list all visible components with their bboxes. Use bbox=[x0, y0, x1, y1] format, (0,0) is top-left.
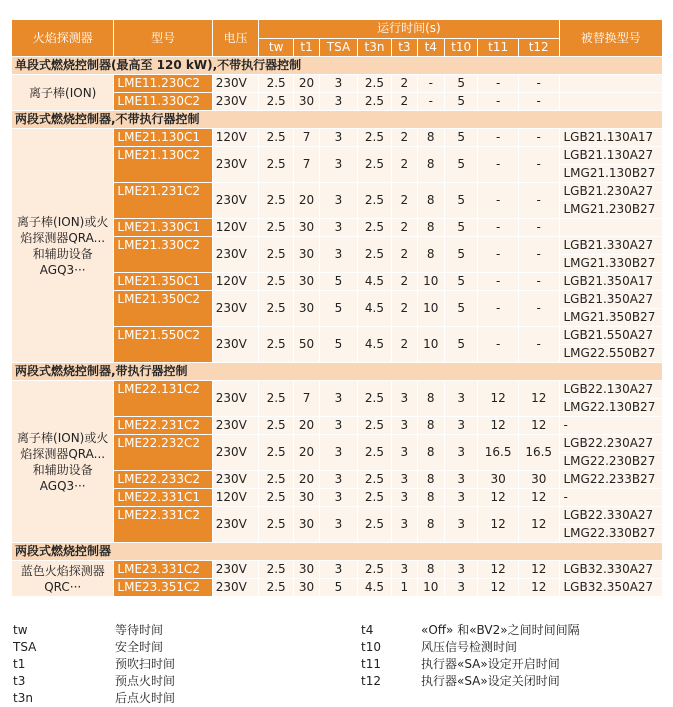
legend-desc: «Off» 和«BV2»之间时间间隔 bbox=[421, 623, 580, 637]
time-cell-t1: 30 bbox=[293, 93, 319, 111]
section-row bbox=[12, 57, 663, 75]
voltage-cell: 230V bbox=[212, 381, 259, 417]
time-cell-t11: - bbox=[478, 129, 519, 147]
time-cell-tw: 2.5 bbox=[259, 129, 293, 147]
legend-key: t4 bbox=[361, 623, 374, 637]
model-cell: LME22.131C2 bbox=[114, 381, 212, 417]
time-cell-t11: - bbox=[478, 183, 519, 219]
time-cell-t1: 30 bbox=[293, 489, 319, 507]
time-cell-t11: - bbox=[478, 219, 519, 237]
model-cell: LME21.330C1 bbox=[114, 219, 212, 237]
replaced-model-cell: LMG21.230B27 bbox=[559, 201, 663, 219]
model-cell: LME23.331C2 bbox=[114, 561, 212, 579]
voltage-cell: 230V bbox=[212, 579, 259, 597]
time-cell-t3n: 2.5 bbox=[357, 381, 391, 417]
replaced-model-cell bbox=[559, 219, 663, 237]
legend-key bbox=[361, 690, 421, 707]
time-cell-tsa: 5 bbox=[320, 291, 358, 327]
time-cell-t12: 12 bbox=[518, 381, 559, 417]
replaced-model-cell: - bbox=[559, 489, 663, 507]
model-cell: LME21.130C1 bbox=[114, 129, 212, 147]
time-cell-t10: 3 bbox=[444, 435, 477, 471]
legend-key: t12 bbox=[361, 674, 381, 688]
time-cell-t11: 12 bbox=[478, 381, 519, 417]
header-time-t10: t10 bbox=[444, 38, 477, 57]
time-cell-tw: 2.5 bbox=[259, 219, 293, 237]
legend-desc: 风压信号检测时间 bbox=[421, 640, 518, 654]
time-cell-t3n: 2.5 bbox=[357, 129, 391, 147]
time-cell-tsa: 3 bbox=[320, 219, 358, 237]
time-cell-tsa: 3 bbox=[320, 489, 358, 507]
time-cell-t10: 3 bbox=[444, 381, 477, 417]
time-cell-t3n: 4.5 bbox=[357, 291, 391, 327]
time-cell-tsa: 3 bbox=[320, 183, 358, 219]
legend bbox=[13, 622, 663, 707]
replaced-model-cell: LGB32.330A27 bbox=[559, 561, 663, 579]
voltage-cell: 120V bbox=[212, 129, 259, 147]
time-cell-tsa: 3 bbox=[320, 237, 358, 273]
time-cell-t3n: 2.5 bbox=[357, 417, 391, 435]
sensor-cell: 蓝色火焰探测器QRC··· bbox=[12, 561, 114, 597]
model-cell: LME21.130C2 bbox=[114, 147, 212, 183]
legend-key: t11 bbox=[361, 657, 381, 671]
time-cell-t12: - bbox=[518, 291, 559, 327]
model-cell: LME22.331C1 bbox=[114, 489, 212, 507]
header-time-t4: t4 bbox=[417, 38, 444, 57]
model-cell: LME11.230C2 bbox=[114, 75, 212, 93]
time-cell-tsa: 3 bbox=[320, 75, 358, 93]
time-cell-t11: 30 bbox=[478, 471, 519, 489]
time-cell-t10: 5 bbox=[444, 93, 477, 111]
table-row bbox=[12, 561, 663, 579]
legend-desc: 安全时间 bbox=[115, 640, 164, 654]
time-cell-t12: 12 bbox=[518, 417, 559, 435]
time-cell-t3: 3 bbox=[392, 417, 417, 435]
voltage-cell: 230V bbox=[212, 147, 259, 183]
time-cell-t3n: 4.5 bbox=[357, 327, 391, 363]
legend-desc: 后点火时间 bbox=[115, 691, 176, 705]
time-cell-t10: 3 bbox=[444, 579, 477, 597]
time-cell-t1: 30 bbox=[293, 291, 319, 327]
legend-desc: 等待时间 bbox=[115, 623, 164, 637]
time-cell-t10: 5 bbox=[444, 237, 477, 273]
section-title: 两段式燃烧控制器,不带执行器控制 bbox=[12, 111, 663, 129]
time-cell-t3: 2 bbox=[392, 291, 417, 327]
replaced-model-cell bbox=[559, 93, 663, 111]
time-cell-t10: 5 bbox=[444, 291, 477, 327]
time-cell-tw: 2.5 bbox=[259, 507, 293, 543]
time-cell-t11: - bbox=[478, 327, 519, 363]
model-cell: LME21.550C2 bbox=[114, 327, 212, 363]
time-cell-t3n: 2.5 bbox=[357, 183, 391, 219]
time-cell-tsa: 3 bbox=[320, 417, 358, 435]
time-cell-t3: 2 bbox=[392, 129, 417, 147]
replaced-model-cell: LMG21.330B27 bbox=[559, 255, 663, 273]
time-cell-t3: 2 bbox=[392, 273, 417, 291]
legend-key: TSA bbox=[13, 640, 37, 654]
time-cell-t3: 2 bbox=[392, 237, 417, 273]
header-sensor: 火焰探测器 bbox=[12, 20, 114, 57]
legend-row bbox=[13, 656, 663, 673]
header-runtime: 运行时间(s) bbox=[259, 20, 559, 39]
time-cell-tw: 2.5 bbox=[259, 381, 293, 417]
model-cell: LME11.330C2 bbox=[114, 93, 212, 111]
header-time-tw: tw bbox=[259, 38, 293, 57]
legend-desc: 执行器«SA»设定开启时间 bbox=[421, 657, 560, 671]
legend-key: t1 bbox=[13, 657, 26, 671]
section-title: 两段式燃烧控制器 bbox=[12, 543, 663, 561]
time-cell-t3n: 2.5 bbox=[357, 435, 391, 471]
time-cell-t3: 2 bbox=[392, 219, 417, 237]
time-cell-t10: 3 bbox=[444, 471, 477, 489]
time-cell-t10: 5 bbox=[444, 129, 477, 147]
time-cell-t4: 8 bbox=[417, 237, 444, 273]
time-cell-tsa: 3 bbox=[320, 147, 358, 183]
voltage-cell: 230V bbox=[212, 471, 259, 489]
header-time-t3n: t3n bbox=[357, 38, 391, 57]
time-cell-t3n: 2.5 bbox=[357, 237, 391, 273]
replaced-model-cell: LGB21.550A27 bbox=[559, 327, 663, 345]
replaced-model-cell: LGB21.230A27 bbox=[559, 183, 663, 201]
time-cell-tsa: 3 bbox=[320, 381, 358, 417]
time-cell-t3: 2 bbox=[392, 183, 417, 219]
time-cell-t10: 3 bbox=[444, 561, 477, 579]
time-cell-tw: 2.5 bbox=[259, 327, 293, 363]
legend-desc: 预点火时间 bbox=[115, 674, 176, 688]
time-cell-t12: 12 bbox=[518, 579, 559, 597]
time-cell-t1: 30 bbox=[293, 579, 319, 597]
legend-row bbox=[13, 639, 663, 656]
time-cell-t4: 8 bbox=[417, 183, 444, 219]
header-time-t1: t1 bbox=[293, 38, 319, 57]
time-cell-tw: 2.5 bbox=[259, 147, 293, 183]
model-cell: LME21.350C2 bbox=[114, 291, 212, 327]
time-cell-t3: 3 bbox=[392, 507, 417, 543]
time-cell-t1: 30 bbox=[293, 237, 319, 273]
time-cell-t3: 2 bbox=[392, 93, 417, 111]
time-cell-t12: 30 bbox=[518, 471, 559, 489]
table-header bbox=[12, 20, 663, 57]
time-cell-t10: 3 bbox=[444, 489, 477, 507]
time-cell-t10: 5 bbox=[444, 273, 477, 291]
header-time-tsa: TSA bbox=[320, 38, 358, 57]
time-cell-tsa: 5 bbox=[320, 327, 358, 363]
time-cell-t3n: 2.5 bbox=[357, 93, 391, 111]
legend-key: t10 bbox=[361, 640, 381, 654]
time-cell-t3: 3 bbox=[392, 435, 417, 471]
time-cell-tsa: 3 bbox=[320, 471, 358, 489]
section-row bbox=[12, 543, 663, 561]
time-cell-t11: - bbox=[478, 75, 519, 93]
time-cell-t3: 1 bbox=[392, 579, 417, 597]
time-cell-t12: - bbox=[518, 129, 559, 147]
sensor-cell: 离子棒(ION)或火焰探测器QRA...和辅助设备AGQ3··· bbox=[12, 381, 114, 543]
section-row bbox=[12, 363, 663, 381]
time-cell-t12: 12 bbox=[518, 507, 559, 543]
time-cell-t3n: 2.5 bbox=[357, 219, 391, 237]
time-cell-tw: 2.5 bbox=[259, 75, 293, 93]
voltage-cell: 230V bbox=[212, 75, 259, 93]
time-cell-t11: 12 bbox=[478, 561, 519, 579]
time-cell-t4: 8 bbox=[417, 219, 444, 237]
time-cell-t3n: 4.5 bbox=[357, 273, 391, 291]
time-cell-t10: 5 bbox=[444, 183, 477, 219]
time-cell-tsa: 3 bbox=[320, 507, 358, 543]
time-cell-t11: - bbox=[478, 93, 519, 111]
section-title: 单段式燃烧控制器(最高至 120 kW),不带执行器控制 bbox=[12, 57, 663, 75]
time-cell-t3n: 2.5 bbox=[357, 471, 391, 489]
time-cell-tw: 2.5 bbox=[259, 435, 293, 471]
time-cell-t1: 20 bbox=[293, 183, 319, 219]
time-cell-t4: 8 bbox=[417, 147, 444, 183]
time-cell-t3: 3 bbox=[392, 471, 417, 489]
model-cell: LME23.351C2 bbox=[114, 579, 212, 597]
replaced-model-cell: LMG22.550B27 bbox=[559, 345, 663, 363]
time-cell-tw: 2.5 bbox=[259, 417, 293, 435]
time-cell-t12: - bbox=[518, 75, 559, 93]
sensor-cell: 离子棒(ION) bbox=[12, 75, 114, 111]
time-cell-t4: 10 bbox=[417, 579, 444, 597]
replaced-model-cell: LGB32.350A27 bbox=[559, 579, 663, 597]
time-cell-t3: 3 bbox=[392, 381, 417, 417]
time-cell-t1: 20 bbox=[293, 471, 319, 489]
time-cell-t4: 10 bbox=[417, 273, 444, 291]
voltage-cell: 230V bbox=[212, 435, 259, 471]
time-cell-t12: 12 bbox=[518, 561, 559, 579]
time-cell-t3n: 2.5 bbox=[357, 147, 391, 183]
replaced-model-cell: LGB22.130A27 bbox=[559, 381, 663, 399]
time-cell-t1: 7 bbox=[293, 129, 319, 147]
time-cell-tw: 2.5 bbox=[259, 237, 293, 273]
voltage-cell: 120V bbox=[212, 489, 259, 507]
time-cell-t12: - bbox=[518, 237, 559, 273]
time-cell-t10: 3 bbox=[444, 507, 477, 543]
time-cell-tsa: 3 bbox=[320, 561, 358, 579]
time-cell-t4: 8 bbox=[417, 489, 444, 507]
voltage-cell: 230V bbox=[212, 93, 259, 111]
table-row bbox=[12, 381, 663, 399]
legend-key: tw bbox=[13, 623, 28, 637]
time-cell-t12: - bbox=[518, 183, 559, 219]
time-cell-t4: 8 bbox=[417, 129, 444, 147]
time-cell-tw: 2.5 bbox=[259, 93, 293, 111]
time-cell-t4: 8 bbox=[417, 507, 444, 543]
header-time-t12: t12 bbox=[518, 38, 559, 57]
time-cell-t11: 12 bbox=[478, 507, 519, 543]
time-cell-t4: 8 bbox=[417, 471, 444, 489]
time-cell-tw: 2.5 bbox=[259, 471, 293, 489]
table-body bbox=[12, 57, 663, 597]
time-cell-tw: 2.5 bbox=[259, 561, 293, 579]
replaced-model-cell: LMG22.230B27 bbox=[559, 453, 663, 471]
time-cell-tw: 2.5 bbox=[259, 489, 293, 507]
time-cell-t4: 10 bbox=[417, 291, 444, 327]
time-cell-t1: 20 bbox=[293, 435, 319, 471]
time-cell-t12: - bbox=[518, 93, 559, 111]
time-cell-t11: - bbox=[478, 273, 519, 291]
model-cell: LME22.233C2 bbox=[114, 471, 212, 489]
legend-desc: 执行器«SA»设定关闭时间 bbox=[421, 674, 560, 688]
time-cell-t4: 8 bbox=[417, 417, 444, 435]
model-cell: LME21.231C2 bbox=[114, 183, 212, 219]
legend-row bbox=[13, 690, 663, 707]
legend-desc: 预吹扫时间 bbox=[115, 657, 176, 671]
time-cell-tw: 2.5 bbox=[259, 183, 293, 219]
time-cell-t3n: 2.5 bbox=[357, 75, 391, 93]
replaced-model-cell: LGB22.230A27 bbox=[559, 435, 663, 453]
replaced-model-cell: - bbox=[559, 417, 663, 435]
time-cell-t10: 5 bbox=[444, 147, 477, 183]
voltage-cell: 230V bbox=[212, 183, 259, 219]
time-cell-t1: 30 bbox=[293, 561, 319, 579]
time-cell-t1: 20 bbox=[293, 75, 319, 93]
time-cell-t11: 12 bbox=[478, 417, 519, 435]
time-cell-t11: - bbox=[478, 147, 519, 183]
time-cell-tw: 2.5 bbox=[259, 291, 293, 327]
table-row bbox=[12, 129, 663, 147]
time-cell-t3n: 2.5 bbox=[357, 507, 391, 543]
time-cell-t3n: 2.5 bbox=[357, 489, 391, 507]
time-cell-t11: 12 bbox=[478, 489, 519, 507]
time-cell-t12: - bbox=[518, 147, 559, 183]
replaced-model-cell: LMG21.350B27 bbox=[559, 309, 663, 327]
section-row bbox=[12, 111, 663, 129]
time-cell-t11: 12 bbox=[478, 579, 519, 597]
voltage-cell: 230V bbox=[212, 327, 259, 363]
time-cell-t12: - bbox=[518, 219, 559, 237]
voltage-cell: 120V bbox=[212, 273, 259, 291]
replaced-model-cell: LMG21.130B27 bbox=[559, 165, 663, 183]
header-voltage: 电压 bbox=[212, 20, 259, 57]
time-cell-tsa: 5 bbox=[320, 273, 358, 291]
replaced-model-cell: LMG22.130B27 bbox=[559, 399, 663, 417]
voltage-cell: 120V bbox=[212, 219, 259, 237]
time-cell-t12: 16.5 bbox=[518, 435, 559, 471]
time-cell-tsa: 3 bbox=[320, 435, 358, 471]
replaced-model-cell: LGB21.130A17 bbox=[559, 129, 663, 147]
time-cell-t12: - bbox=[518, 327, 559, 363]
time-cell-t4: - bbox=[417, 93, 444, 111]
voltage-cell: 230V bbox=[212, 561, 259, 579]
time-cell-t1: 30 bbox=[293, 219, 319, 237]
time-cell-t10: 5 bbox=[444, 219, 477, 237]
replaced-model-cell: LGB21.130A27 bbox=[559, 147, 663, 165]
time-cell-t3n: 4.5 bbox=[357, 579, 391, 597]
time-cell-tw: 2.5 bbox=[259, 273, 293, 291]
header-time-t11: t11 bbox=[478, 38, 519, 57]
legend-row bbox=[13, 673, 663, 690]
time-cell-tsa: 3 bbox=[320, 129, 358, 147]
replaced-model-cell: LMG22.233B27 bbox=[559, 471, 663, 489]
legend-key: t3 bbox=[13, 674, 26, 688]
replaced-model-cell: LGB21.350A27 bbox=[559, 291, 663, 309]
time-cell-tsa: 3 bbox=[320, 93, 358, 111]
model-cell: LME21.330C2 bbox=[114, 237, 212, 273]
time-cell-t3: 3 bbox=[392, 489, 417, 507]
time-cell-t3: 3 bbox=[392, 561, 417, 579]
time-cell-t3: 2 bbox=[392, 147, 417, 183]
time-cell-t10: 5 bbox=[444, 327, 477, 363]
voltage-cell: 230V bbox=[212, 237, 259, 273]
time-cell-t12: - bbox=[518, 273, 559, 291]
time-cell-t1: 7 bbox=[293, 147, 319, 183]
model-cell: LME22.331C2 bbox=[114, 507, 212, 543]
time-cell-t4: 8 bbox=[417, 561, 444, 579]
time-cell-t1: 30 bbox=[293, 507, 319, 543]
voltage-cell: 230V bbox=[212, 291, 259, 327]
model-cell: LME22.232C2 bbox=[114, 435, 212, 471]
time-cell-t12: 12 bbox=[518, 489, 559, 507]
time-cell-t4: 8 bbox=[417, 381, 444, 417]
legend-key: t3n bbox=[13, 691, 33, 705]
replaced-model-cell: LGB22.330A27 bbox=[559, 507, 663, 525]
table-row bbox=[12, 75, 663, 93]
time-cell-t1: 20 bbox=[293, 417, 319, 435]
time-cell-tsa: 5 bbox=[320, 579, 358, 597]
time-cell-t10: 5 bbox=[444, 75, 477, 93]
time-cell-t1: 7 bbox=[293, 381, 319, 417]
time-cell-t3: 2 bbox=[392, 75, 417, 93]
sensor-cell: 离子棒(ION)或火焰探测器QRA...和辅助设备AGQ3··· bbox=[12, 129, 114, 363]
time-cell-t4: - bbox=[417, 75, 444, 93]
replaced-model-cell bbox=[559, 75, 663, 93]
header-replaced: 被替换型号 bbox=[559, 20, 663, 57]
time-cell-t10: 3 bbox=[444, 417, 477, 435]
time-cell-t4: 10 bbox=[417, 327, 444, 363]
controller-spec-table bbox=[11, 19, 663, 597]
time-cell-t4: 8 bbox=[417, 435, 444, 471]
header-model: 型号 bbox=[114, 20, 212, 57]
model-cell: LME22.231C2 bbox=[114, 417, 212, 435]
model-cell: LME21.350C1 bbox=[114, 273, 212, 291]
time-cell-t3: 2 bbox=[392, 327, 417, 363]
replaced-model-cell: LMG22.330B27 bbox=[559, 525, 663, 543]
header-time-t3: t3 bbox=[392, 38, 417, 57]
time-cell-t11: - bbox=[478, 291, 519, 327]
time-cell-t1: 50 bbox=[293, 327, 319, 363]
legend-row bbox=[13, 622, 663, 639]
time-cell-t11: - bbox=[478, 237, 519, 273]
replaced-model-cell: LGB21.330A27 bbox=[559, 237, 663, 255]
voltage-cell: 230V bbox=[212, 507, 259, 543]
time-cell-tw: 2.5 bbox=[259, 579, 293, 597]
replaced-model-cell: LGB21.350A17 bbox=[559, 273, 663, 291]
time-cell-t3n: 2.5 bbox=[357, 561, 391, 579]
time-cell-t11: 16.5 bbox=[478, 435, 519, 471]
section-title: 两段式燃烧控制器,带执行器控制 bbox=[12, 363, 663, 381]
time-cell-t1: 30 bbox=[293, 273, 319, 291]
voltage-cell: 230V bbox=[212, 417, 259, 435]
